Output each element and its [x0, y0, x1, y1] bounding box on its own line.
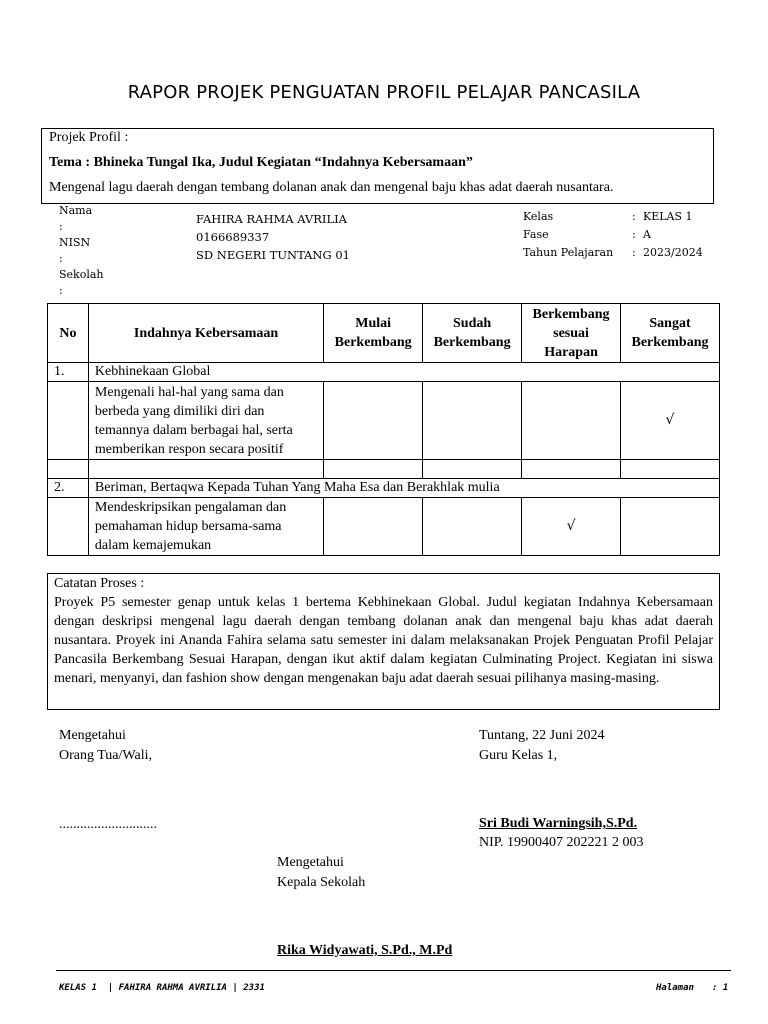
- table-row: [48, 479, 720, 498]
- section-dimension: Beriman, Bertaqwa Kepada Tuhan Yang Maha Esa dan Berakhlak mulia: [88, 479, 719, 498]
- project-profile-box: [41, 128, 714, 204]
- teacher-name: Sri Budi Warningsih,S.Pd.: [479, 816, 638, 831]
- notes-text: Proyek P5 semester genap untuk kelas 1 bertema Kebhinekaan Global. Judul kegiatan Indahnya Kebersamaan dengan deskripsi mengenal lagu daerah dengan tembang dolanan anak dan mengenal baju khas adat daerah nusantara. Proyek ini Ananda Fahira selama satu semester ini dalam melaksanakan Projek Penguatan Profil Pelajar Pancasila Berkembang Sesuai Harapan, dengan ikut aktif dalam kegiatan Culminating Project. Kegiatan ini siswa menari, menyanyi, dan fashion show dengan mengenakan baju adat daerah sesuai pilihanya masing-masing.: [54, 595, 713, 686]
- student-nisn: 0166689337: [196, 230, 270, 244]
- header-title: Indahnya Kebersamaan: [88, 304, 323, 363]
- header-sudah: Sudah Berkembang: [423, 304, 522, 363]
- table-row: [48, 498, 720, 556]
- name-colon: :: [59, 220, 63, 233]
- teacher-nip: NIP. 19900407 202221 2 003: [479, 835, 644, 850]
- item-text: Mendeskripsikan pengalaman dan pemahaman hidup bersama-sama dalam kemajemukan: [88, 498, 323, 556]
- class-label: Kelas: [523, 210, 554, 223]
- phase-value: A: [643, 228, 651, 241]
- school-colon: :: [59, 284, 63, 297]
- footer-page-label: Halaman: [656, 983, 694, 993]
- parent-role: Orang Tua/Wali,: [59, 748, 152, 763]
- header-mulai: Mulai Berkembang: [324, 304, 423, 363]
- footer-divider: [56, 970, 731, 971]
- class-value: KELAS 1: [643, 210, 693, 223]
- teacher-role: Guru Kelas 1,: [479, 748, 558, 763]
- assessment-table: [47, 303, 720, 556]
- school-label: Sekolah: [59, 268, 104, 281]
- profile-theme: Tema : Bhineka Tungal Ika, Judul Kegiatan “Indahnya Kebersamaan”: [49, 155, 473, 170]
- parent-signature-line: ............................: [59, 817, 157, 832]
- header-sangat: Sangat Berkembang: [621, 304, 720, 363]
- table-row: [48, 460, 720, 479]
- profile-description: Mengenal lagu daerah dengan tembang dolanan anak dan mengenal baju khas adat daerah nusantara.: [49, 180, 614, 195]
- check-mark-icon: √: [665, 412, 675, 428]
- section-no: 1.: [48, 363, 89, 382]
- notes-label: Catatan Proses :: [54, 576, 145, 591]
- year-label: Tahun Pelajaran: [523, 246, 614, 259]
- student-school: SD NEGERI TUNTANG 01: [196, 248, 350, 262]
- footer-page-number: : 1: [712, 983, 729, 993]
- head-role: Kepala Sekolah: [277, 875, 366, 890]
- header-no: No: [48, 304, 89, 363]
- name-label: Nama: [59, 204, 93, 217]
- nisn-colon: :: [59, 252, 63, 265]
- header-bsh: Berkembang sesuai Harapan: [522, 304, 621, 363]
- process-notes-box: [47, 573, 720, 710]
- year-value: 2023/2024: [643, 246, 703, 259]
- profile-label: Projek Profil :: [49, 130, 129, 145]
- parent-label: Mengetahui: [59, 728, 126, 743]
- footer-left: KELAS 1 | FAHIRA RAHMA AVRILIA | 2331: [59, 983, 265, 993]
- class-colon: :: [632, 210, 636, 223]
- check-mark-icon: √: [566, 518, 576, 534]
- year-colon: :: [632, 246, 636, 259]
- place-date: Tuntang, 22 Juni 2024: [479, 728, 605, 743]
- student-name: FAHIRA RAHMA AVRILIA: [196, 212, 347, 226]
- item-text: Mengenali hal-hal yang sama dan berbeda yang dimiliki diri dan temannya dalam berbagai hal, serta memberikan respon secara positif: [88, 382, 323, 460]
- table-header-row: [48, 304, 720, 363]
- table-row: [48, 382, 720, 460]
- page-title: RAPOR PROJEK PENGUATAN PROFIL PELAJAR PANCASILA: [127, 82, 641, 103]
- section-no: 2.: [48, 479, 89, 498]
- table-row: [48, 363, 720, 382]
- nisn-label: NISN: [59, 236, 91, 249]
- section-dimension: Kebhinekaan Global: [88, 363, 719, 382]
- head-label: Mengetahui: [277, 855, 344, 870]
- phase-colon: :: [632, 228, 636, 241]
- phase-label: Fase: [523, 228, 549, 241]
- head-name: Rika Widyawati, S.Pd., M.Pd: [277, 943, 453, 958]
